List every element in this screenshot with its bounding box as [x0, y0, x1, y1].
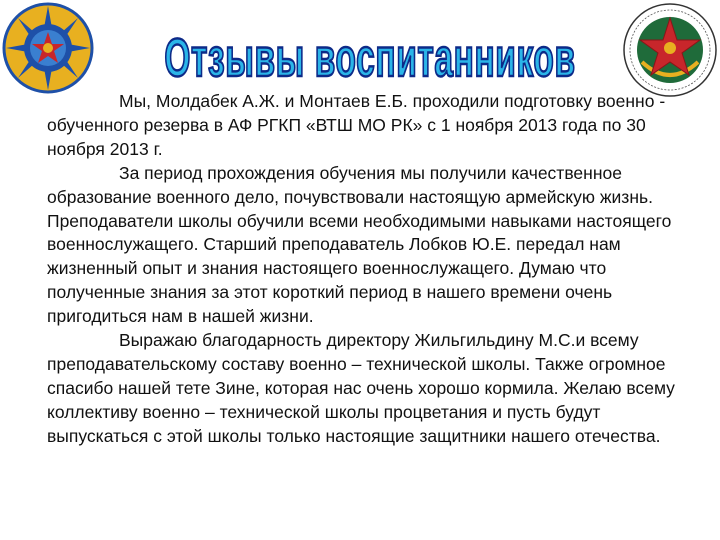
- left-emblem-logo: [0, 0, 96, 96]
- paragraph: [47, 329, 693, 449]
- right-emblem-logo: [620, 0, 720, 100]
- paragraph: [47, 162, 693, 329]
- paragraph-text: Мы, Молдабек А.Ж. и Монтаев Е.Б. проходили подготовку военно - обученного резерва в АФ РГКП «ВТШ МО РК» с 1 ноября 2013 года по 30 ноября 2013 г.: [47, 91, 666, 159]
- emblem-star-icon: [624, 4, 716, 96]
- page-title-text: Отзывы воспитанников: [164, 26, 576, 89]
- page-title: [150, 20, 590, 92]
- paragraph-text: Выражаю благодарность директору Жильгильдину М.С.и всему преподавательскому составу военно – технической школы. Также огромное спасибо нашей тете Зине, которая нас очень хорошо кормила. Желаю всему коллективу военно – технической школы процветания и пусть будут выпускаться с этой школы только настоящие защитники нашего отечества.: [47, 330, 675, 446]
- paragraph-text: За период прохождения обучения мы получили качественное образование военного дело, почувствовали настоящую армейскую жизнь. Преподаватели школы обучили всеми необходимыми навыками настоящего военнослужащего. Старший преподаватель Лобков Ю.Е. передал нам жизненный опыт и знания настоящего военнослужащего. Думаю что полученные знания за этот короткий период в нашего времени очень пригодиться нам в нашей жизни.: [47, 162, 672, 327]
- emblem-sunburst-icon: [4, 4, 92, 92]
- testimonial-body: [47, 90, 693, 449]
- paragraph: [47, 90, 693, 162]
